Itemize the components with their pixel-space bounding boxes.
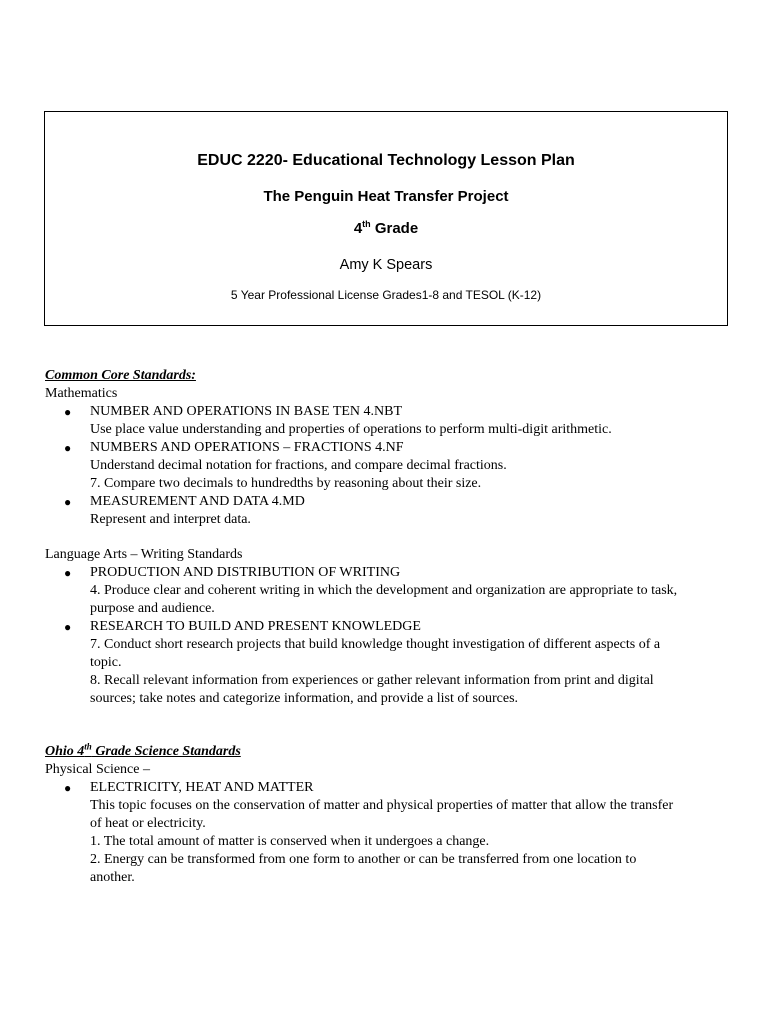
bullet-icon: ●	[64, 566, 72, 580]
standard-text: another.	[90, 870, 135, 885]
standard-text: 8. Recall relevant information from experiences or gather relevant information from print and digital	[90, 673, 654, 688]
standard-text: topic.	[90, 655, 122, 670]
common-core-heading: Common Core Standards:	[45, 368, 196, 383]
standard-text: Represent and interpret data.	[90, 512, 251, 527]
language-arts-label: Language Arts – Writing Standards	[45, 547, 243, 562]
grade-word: Grade	[374, 220, 419, 237]
grade-suffix: th	[362, 219, 371, 229]
standard-text: 7. Conduct short research projects that build knowledge thought investigation of different aspects of a	[90, 637, 661, 652]
grade-number: 4	[353, 220, 363, 237]
list-item	[45, 618, 735, 708]
list-item	[45, 439, 735, 493]
science-heading-sup: th	[84, 741, 92, 752]
standard-text: of heat or electricity.	[90, 816, 206, 831]
bullet-icon: ●	[64, 495, 72, 509]
standard-title: NUMBERS AND OPERATIONS – FRACTIONS 4.NF	[90, 440, 404, 455]
project-title: The Penguin Heat Transfer Project	[263, 188, 509, 205]
language-arts-list	[45, 564, 735, 708]
standard-text: This topic focuses on the conservation of matter and physical properties of matter that allow the transfer	[90, 798, 674, 813]
list-item	[45, 403, 735, 439]
list-item	[45, 493, 735, 529]
standard-text: Understand decimal notation for fractions, and compare decimal fractions.	[90, 458, 507, 473]
standard-title: RESEARCH TO BUILD AND PRESENT KNOWLEDGE	[90, 619, 421, 634]
bullet-icon: ●	[64, 620, 72, 634]
license-text: 5 Year Professional License Grades1-8 and TESOL (K-12)	[230, 288, 542, 302]
title-box	[44, 111, 728, 326]
science-heading	[45, 743, 735, 761]
physical-science-label: Physical Science –	[45, 762, 150, 777]
bullet-icon: ●	[64, 441, 72, 455]
standard-text: 2. Energy can be transformed from one form to another or can be transferred from one location to	[90, 852, 637, 867]
standard-text: purpose and audience.	[90, 601, 215, 616]
standard-text: sources; take notes and categorize information, and provide a list of sources.	[90, 691, 519, 706]
document-body	[45, 367, 735, 887]
standard-title: ELECTRICITY, HEAT AND MATTER	[90, 780, 314, 795]
course-title: EDUC 2220- Educational Technology Lesson Plan	[197, 152, 575, 169]
standard-title: NUMBER AND OPERATIONS IN BASE TEN 4.NBT	[90, 404, 403, 419]
math-standards-list	[45, 403, 735, 529]
standard-title: PRODUCTION AND DISTRIBUTION OF WRITING	[90, 565, 401, 580]
list-item	[45, 564, 735, 618]
science-heading-post: Grade Science Standards	[91, 744, 241, 759]
standard-title: MEASUREMENT AND DATA 4.MD	[90, 494, 305, 509]
standard-text: 1. The total amount of matter is conserved when it undergoes a change.	[90, 834, 490, 849]
science-heading-pre: Ohio 4	[45, 744, 85, 759]
standard-text: 4. Produce clear and coherent writing in which the development and organization are appropriate to task,	[90, 583, 678, 598]
math-label: Mathematics	[45, 386, 118, 401]
author-name: Amy K Spears	[339, 257, 433, 273]
science-standards-list	[45, 779, 735, 887]
standard-text: Use place value understanding and properties of operations to perform multi-digit arithmetic.	[90, 422, 612, 437]
bullet-icon: ●	[64, 405, 72, 419]
bullet-icon: ●	[64, 781, 72, 795]
list-item	[45, 779, 735, 887]
standard-text: 7. Compare two decimals to hundredths by reasoning about their size.	[90, 476, 482, 491]
grade-heading	[45, 220, 727, 237]
